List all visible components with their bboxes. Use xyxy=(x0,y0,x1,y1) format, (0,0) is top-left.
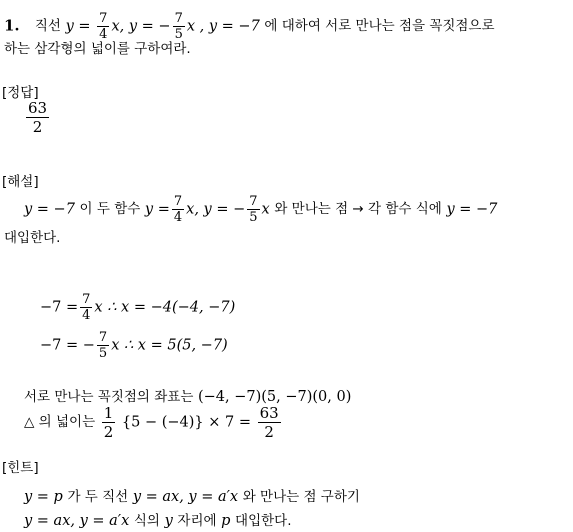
math-text: y = p xyxy=(24,489,63,505)
math-text: x ∴ x = 5(5, −7) xyxy=(111,337,228,354)
fraction: $\frac{7}{5}$ xyxy=(174,11,183,42)
solution-text: 서로 만나는 꼭짓점의 좌표는 xyxy=(24,389,194,405)
math-text: y = ax, y = a′x xyxy=(132,489,239,505)
hint-text: 와 만나는 점 구하기 xyxy=(242,489,360,505)
solution-text: 와 만나는 점 → 각 함수 식에 xyxy=(274,200,442,217)
answer-value xyxy=(24,99,51,136)
solution-equation-1 xyxy=(40,292,235,323)
math-text: p xyxy=(221,513,231,529)
math-text: y = − xyxy=(203,201,246,218)
fraction: $\frac{1}{2}$ xyxy=(103,404,114,441)
problem-line-1 xyxy=(4,11,495,42)
solution-coords-line xyxy=(24,390,351,405)
math-text: (−4, −7)(5, −7)(0, 0) xyxy=(197,389,352,405)
solution-text: △ 의 넓이는 xyxy=(24,413,96,430)
math-text: −7 = xyxy=(40,299,79,316)
hint-text: 가 두 직선 xyxy=(67,489,129,505)
math-text: {5 − (−4)} × 7 = xyxy=(121,414,251,431)
math-text: y = −7 xyxy=(446,201,498,218)
hint-text: 대입한다. xyxy=(235,513,292,529)
problem-line-2: 하는 삼각형의 넓이를 구하여라. xyxy=(4,41,191,57)
math-text: x, xyxy=(111,18,125,35)
math-text: x ∴ x = −4(−4, −7) xyxy=(94,299,236,316)
problem-text: 직선 xyxy=(34,17,61,34)
fraction: $\frac{7}{4}$ xyxy=(99,11,108,42)
math-text: y = −7 xyxy=(208,18,260,35)
math-text: x, xyxy=(186,201,199,218)
solution-line-2: 대입한다. xyxy=(4,230,61,246)
hint-text: 식의 xyxy=(133,513,160,529)
answer-fraction: $\frac{63}{2}$ xyxy=(28,99,48,136)
answer-label: [정답] xyxy=(2,85,39,101)
math-text: y = ax, y = a′x xyxy=(24,513,130,529)
math-text: y xyxy=(164,513,173,529)
fraction: $\frac{7}{5}$ xyxy=(249,194,258,225)
math-text: y = xyxy=(65,18,91,35)
problem-text: 에 대하여 서로 만나는 점을 꼭짓점으로 xyxy=(264,17,495,34)
fraction: $\frac{7}{5}$ xyxy=(98,330,108,361)
math-text: y = xyxy=(144,201,170,218)
solution-text: 이 두 함수 xyxy=(79,200,141,217)
hint-line-2 xyxy=(24,514,292,529)
fraction: $\frac{7}{4}$ xyxy=(82,292,91,323)
fraction: $\frac{7}{4}$ xyxy=(173,194,183,225)
solution-line-1 xyxy=(24,194,497,225)
solution-label: [해설] xyxy=(2,174,39,190)
math-text: y = − xyxy=(128,18,171,35)
hint-label: [힌트] xyxy=(2,460,39,476)
problem-number: 1. xyxy=(4,16,20,35)
hint-line-1 xyxy=(24,490,360,505)
solution-area-line xyxy=(24,404,283,441)
math-text: x , xyxy=(186,18,205,35)
math-text: y = −7 xyxy=(24,201,75,218)
fraction: $\frac{63}{2}$ xyxy=(259,404,279,441)
math-text: −7 = − xyxy=(40,337,95,354)
hint-text: 자리에 xyxy=(177,513,217,529)
solution-equation-2 xyxy=(40,330,228,361)
math-text: x xyxy=(261,201,270,218)
